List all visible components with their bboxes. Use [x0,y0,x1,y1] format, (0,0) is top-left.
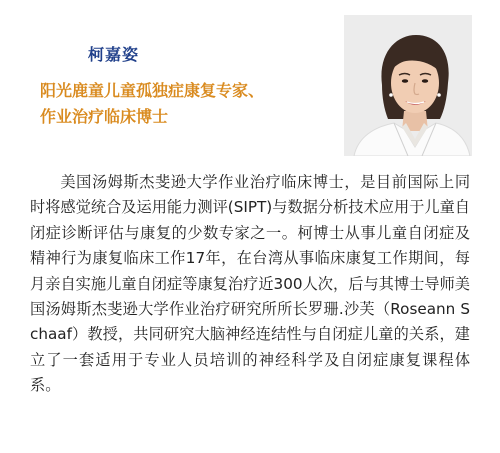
person-title-line-2: 作业治疗临床博士 [40,107,169,126]
portrait-photo [344,15,472,156]
person-title-line-1: 阳光鹿童儿童孤独症康复专家、 [40,81,265,100]
person-name: 柯嘉姿 [88,45,140,64]
person-title [40,78,264,130]
biography-paragraph: 美国汤姆斯杰斐逊大学作业治疗临床博士，是目前国际上同时将感觉统合及运用能力测评(SIPT)与数据分析技术应用于儿童自闭症诊断评估与康复的少数专家之一。柯博士从事儿童自闭症及精神行为康复临床工作17年，在台湾从事临床康复工作期间，每月亲自实施儿童自闭症等康复治疗近300人次，后与其博士导师美国汤姆斯杰斐逊大学作业治疗研究所所长罗珊.沙芙（Roseann Schaaf）教授，共同研究大脑神经连结性与自闭症儿童的关系，建立了一套适用于专业人员培训的神经科学及自闭症康复课程体系。 [30,173,470,395]
